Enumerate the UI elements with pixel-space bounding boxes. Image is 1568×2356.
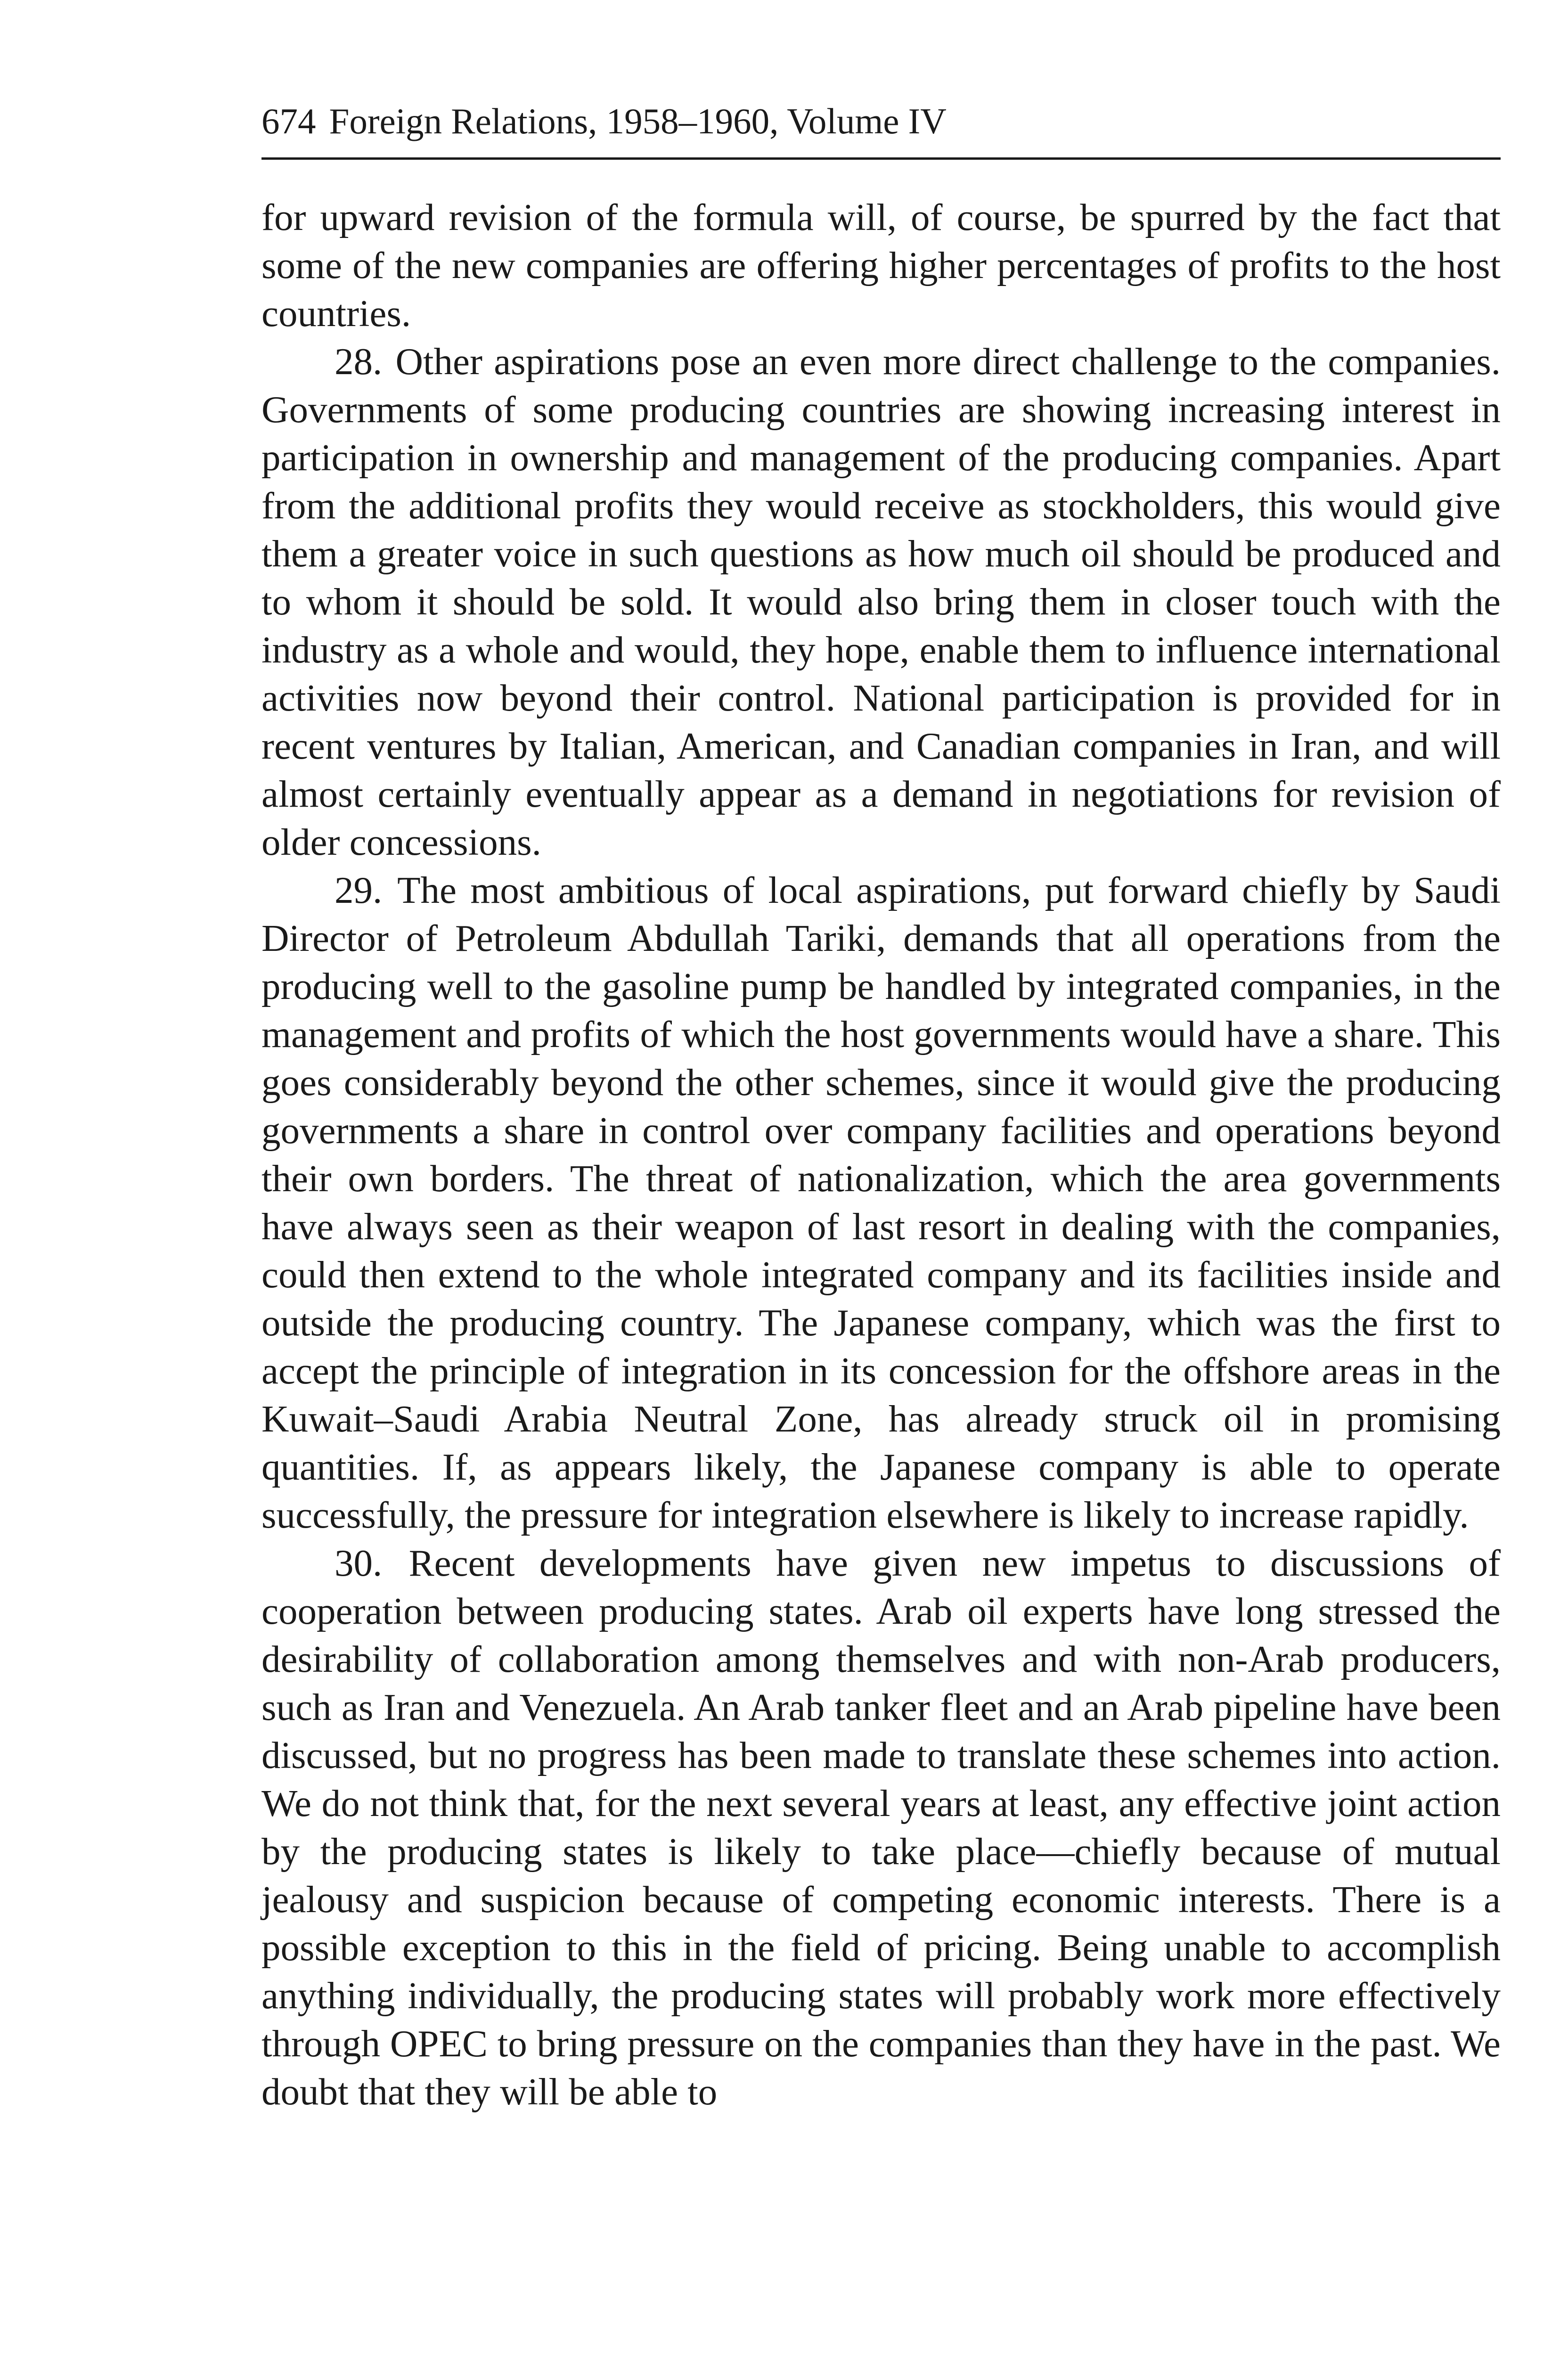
paragraph-30: [261, 1539, 1501, 2116]
running-head: [261, 100, 1501, 160]
paragraph-text: Recent developments have given new impetus to discussions of cooperation between producing states. Arab oil experts have long stressed the desirability of collaboration among themselves and with non-Arab producers, such as Iran and Venezuela. An Arab tanker fleet and an Arab pipeline have been discussed, but no progress has been made to translate these schemes into action. We do not think that, for the next several years at least, any effective joint action by the producing states is likely to take place—chiefly because of mutual jealousy and suspicion because of competing economic interests. There is a possible exception to this in the field of pricing. Being unable to accomplish anything individually, the producing states will probably work more effectively through OPEC to bring pressure on the companies than they have in the past. We doubt that they will be able to: [261, 1542, 1501, 2113]
paragraph-text: The most ambitious of local aspirations, put forward chiefly by Saudi Director of Petroleum Abdullah Tariki, demands that all operations from the producing well to the gasoline pump be handled by integrated companies, in the management and profits of which the host governments would have a share. This goes considerably beyond the other schemes, since it would give the producing governments a share in control over company facilities and operations beyond their own borders. The threat of nationalization, which the area governments have always seen as their weapon of last resort in dealing with the companies, could then extend to the whole integrated company and its facilities inside and outside the producing country. The Japanese company, which was the first to accept the principle of integration in its concession for the offshore areas in the Kuwait–Saudi Arabia Neutral Zone, has already struck oil in promising quantities. If, as appears likely, the Japanese company is able to operate successfully, the pressure for integration elsewhere is likely to increase rapidly.: [261, 869, 1501, 1536]
paragraph-text: Other aspirations pose an even more direct challenge to the companies. Governments of some producing countries are showing increasing interest in participation in ownership and management of the producing companies. Apart from the additional profits they would receive as stockholders, this would give them a greater voice in such questions as how much oil should be produced and to whom it should be sold. It would also bring them in closer touch with the industry as a whole and would, they hope, enable them to influence international activities now beyond their control. National participation is provided for in recent ventures by Italian, American, and Canadian companies in Iran, and will almost certainly eventually appear as a demand in negotiations for revision of older concessions.: [261, 340, 1501, 863]
paragraph-28: [261, 337, 1501, 866]
paragraph-number: 30.: [335, 1542, 383, 1584]
paragraph-number: 29.: [335, 869, 383, 911]
paragraph-29: [261, 866, 1501, 1539]
paragraph-continued: [261, 193, 1501, 337]
running-head-title: Foreign Relations, 1958–1960, Volume IV: [329, 101, 947, 141]
paragraph-number: 28.: [335, 340, 383, 383]
paragraph-text: for upward revision of the formula will, of course, be spurred by the fact that some of the new companies are offering higher percentages of profits to the host countries.: [261, 196, 1501, 335]
page-number: 674: [261, 101, 316, 141]
body-text: [261, 193, 1501, 2116]
